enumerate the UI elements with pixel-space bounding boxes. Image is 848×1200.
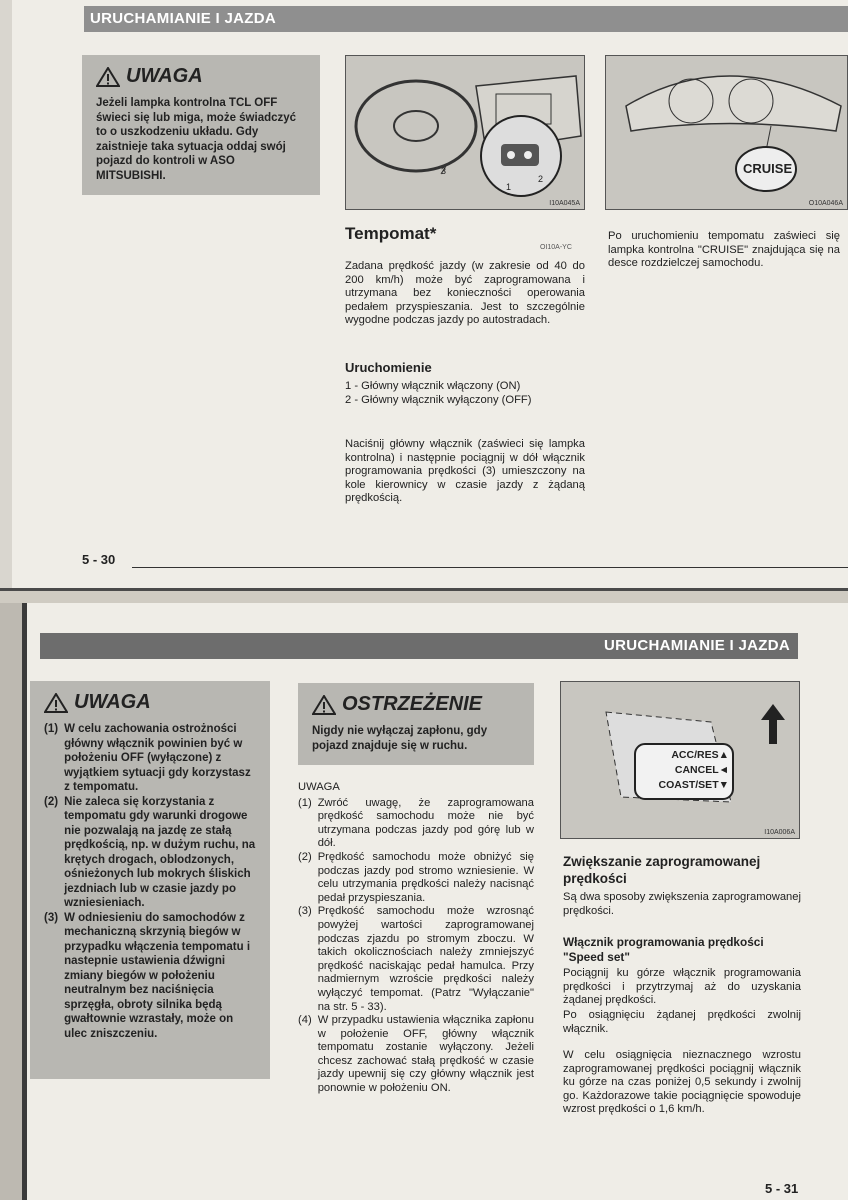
note-item: (3) Prędkość samochodu może wzrosnąć powyżej wartości zaprogramowanej podczas zjazdu po stromym zboczu. W takich okolicznościach należy zmniejszyć prędkość naciskając pedał hamulca. Przy nadmiernym wzroście prędkości należy wyłączyć tempomat. (Patrz "Wyłączanie" na str. 5 - 33). [298,905,534,1013]
acc-res-button: ACC/RES▲ [671,749,729,761]
note-item: (4) W przypadku ustawienia włącznika zapłonu w położenie OFF, główny włącznik tempomatu zostanie wyłączony. Jeżeli chcesz zachować stałą prędkość w czasie jazdy upewnij się czy główny włącznik jest ponownie w położeniu ON. [298,1014,534,1095]
binding-line [22,603,27,1200]
warning-triangle-icon [96,67,120,87]
increase-intro: Są dwa sposoby zwiększenia zaprogramowanej prędkości. [563,891,801,917]
cruise-lamp-text: Po uruchomieniu tempomatu zaświeci się lampka kontrolna "CRUISE" znajdująca się na desce rozdzielczej samochodu. [608,230,840,270]
start-list [345,380,585,407]
section-header [40,633,798,659]
warning-triangle-icon [44,693,68,713]
cruise-badge: CRUISE [743,161,793,176]
warning-list [44,722,256,1041]
section-title: Tempomat* [345,224,437,243]
page-number: 5 - 30 [82,552,116,567]
page-5-31 [0,603,848,1200]
figure-label-3: 3 [441,166,447,176]
warning-heading [96,65,306,88]
warning-item: (1) W celu zachowania ostrożności główny włącznik powinien być w położeniu OFF (wyłączone) z wyjątkiem sytuacji gdy korzystasz z tempomatu. [44,723,251,793]
danger-heading [312,693,520,716]
figure-code: O10A046A [808,200,843,207]
note-item: (2) Prędkość samochodu może obniżyć się podczas jazdy pod stromo wzniesienie. W celu utrzymania prędkości należy nacisnąć pedał przyspieszania. [298,850,534,904]
page-5-30 [0,0,848,588]
steering-wheel-figure [345,55,585,210]
page-edge [0,603,22,1200]
warning-item: (3) W odniesieniu do samochodów z mechaniczną skrzynią biegów w przypadku włączenia tempomatu i nastepnie ustawienia dźwigni zmiany biegów w położeniu neutralnym bez naciśnięcia sprzęgła, obroty silnika będą gwałtownie wzrastały, może on ulec zniszczeniu. [44,911,251,1040]
coast-set-button: COAST/SET▼ [658,779,729,791]
figure-label-1: 1 [506,182,512,192]
section-header [84,6,848,32]
section-header-text: URUCHAMIANIE I JAZDA [604,637,790,654]
cancel-button: CANCEL◄ [674,764,729,776]
warning-title: UWAGA [74,691,151,713]
warning-title: UWAGA [126,65,203,87]
note-item: (1) Zwróć uwagę, że zaprogramowana prędkość samochodu może nie być utrzymana podczas jazdy pod górę lub w dół. [298,796,534,850]
speed-set-text-3: W celu osiągnięcia nieznacznego wzrostu zaprogramowanej prędkości pociągnij włącznik ku górze na czas poniżej 0,5 sekundy i zwolnij go. Każdorazowe takie pociągnięcie spowoduje wzrost prędkości o 1,6 km/h. [563,1049,801,1116]
section-header-text: URUCHAMIANIE I JAZDA [90,10,276,27]
subheading: Uruchomienie [345,360,432,375]
figure-code: I10A045A [549,200,580,207]
instructions-text: Naciśnij główny włącznik (zaświeci się lampka kontrolna) i następnie pociągnij w dół włącznik programowania prędkości (3) umieszczony na kole kierownicy w czasie jazdy z żądaną prędkością. [345,438,585,505]
notes [298,781,534,1096]
list-item: 1 - Główny włącznik włączony (ON) [345,380,521,392]
section-code: OI10A-YC [540,244,572,251]
speed-set-text-2: Po osiągnięciu żądanej prędkości zwolnij włącznik. [563,1009,801,1035]
speed-set-title: Włącznik programowania prędkości "Speed set" [563,935,764,964]
cruise-switch-figure [560,681,800,839]
list-item: 2 - Główny włącznik wyłączony (OFF) [345,393,532,406]
switch-buttons [641,748,729,793]
warning-heading [44,691,256,714]
page-number: 5 - 31 [765,1181,799,1196]
page-edge [0,0,12,588]
footer-rule [132,567,848,568]
warning-text: Jeżeli lampka kontrolna TCL OFF świeci się lub miga, może świadczyć to o uszkodzeniu układu. Gdy zaistnieje taka sytuacja oddaj swój pojazd do kontroli w ASO MITSUBISHI. [96,97,297,182]
warning-box [82,55,320,195]
warning-item: (2) Nie zaleca się korzystania z tempomatu gdy warunki drogowe nie pozwalają na jazdę ze stałą prędkością, np. w dużym ruchu, na krętych drogach, oblodzonych, ośnieżonych lub mokrych śliskich jezdniach lub w czasie jazdy po wzniesieniach. [44,795,256,909]
warning-box [30,681,270,1079]
danger-box [298,683,534,765]
intro-text: Zadana prędkość jazdy (w zakresie od 40 do 200 km/h) może być zaprogramowana i utrzymana bez konieczności operowania pedałem przyspieszania. Jest to szczególnie wygodne podczas jazdy po autostradach. [345,260,585,327]
figure-label-2: 2 [538,174,544,184]
speed-set-text-1: Pociągnij ku górze włącznik programowania prędkości i przytrzymaj aż do uzyskania żądanej prędkości. [563,967,801,1007]
steering-wheel-illustration [346,56,585,210]
notes-title: UWAGA [298,781,340,793]
instrument-cluster-figure [605,55,848,210]
warning-triangle-icon [312,695,336,715]
increase-title: Zwiększanie zaprogramowanej prędkości [563,854,761,886]
danger-title: OSTRZEŻENIE [342,693,483,715]
instrument-cluster-illustration [606,56,848,210]
danger-text: Nigdy nie wyłączaj zapłonu, gdy pojazd znajduje się w ruchu. [312,725,488,752]
figure-code: I10A006A [764,829,795,836]
notes-list [298,797,534,1096]
